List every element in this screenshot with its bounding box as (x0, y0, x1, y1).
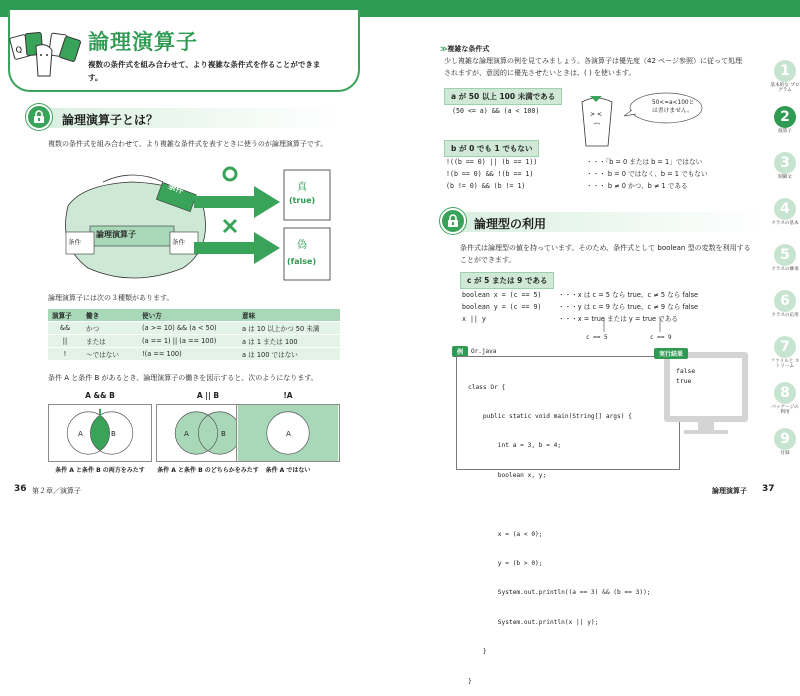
title-desc-line-2: す。 (88, 73, 103, 82)
page-title: 論理演算子 (88, 30, 198, 54)
code-line: } (468, 677, 472, 685)
box3-note: ・・・y は c = 9 なら true、c ≠ 9 なら false (558, 303, 699, 311)
chapter-num: 2 (774, 106, 796, 128)
monitor-base (684, 430, 728, 434)
arrow-left-label: c == 5 (586, 334, 608, 341)
th-function: 働き (82, 309, 138, 322)
chapter-num: 8 (774, 382, 796, 404)
chapter-tab-6[interactable] (770, 290, 800, 330)
code-line: int a = 3, b = 4; (468, 442, 562, 450)
box3-code: boolean y = (c == 9) (462, 303, 542, 311)
box2-line (446, 180, 707, 192)
venn-intro-text: 条件 A と条件 B があるとき、論理演算子の働きを図示すると、次のようになります。 (48, 374, 318, 382)
bubble-line-1: 50<=a<100と (652, 100, 695, 106)
true-card-kanji: 真 (297, 182, 307, 193)
code-line (468, 500, 651, 510)
code-line: System.out.println((a == 3) && (b == 3)); (468, 589, 651, 597)
result-line: false (676, 367, 696, 375)
boolean-text (460, 242, 766, 266)
chapter-label: クラスの継承 (771, 267, 799, 272)
cell-usage: (a == 1) || (a == 100) (138, 335, 238, 348)
chapter-tab-9[interactable] (770, 428, 800, 468)
example-tab-label: 例 (452, 346, 468, 357)
bag-label: 論理演算子 (96, 230, 136, 239)
cell-op: && (48, 322, 82, 335)
box2-label: b が 0 でも 1 でもない (444, 140, 539, 157)
svg-text:Q: Q (14, 44, 24, 56)
chapter-num: 5 (774, 244, 796, 266)
chapter-tab-1[interactable] (770, 60, 800, 100)
box2-code: !(b == 0) && !(b == 1) (446, 170, 534, 178)
character-mascot-icon (574, 86, 620, 150)
box3-line (462, 289, 698, 301)
svg-text:> <: > < (590, 111, 602, 118)
box2-line (446, 156, 707, 168)
false-card-kanji: 偽 (297, 240, 307, 251)
bag-tag-label: 条件 (166, 181, 186, 196)
venn-or-a: A (184, 430, 189, 438)
chapter-label: クラスの基本 (771, 221, 799, 226)
result-tab: 実行結果 (654, 348, 688, 359)
venn-or-caption: 条件 A と条件 B のどちらかをみたす (157, 467, 259, 474)
chapter-tab-5[interactable] (770, 244, 800, 284)
false-card-word: (false) (287, 257, 317, 266)
chapter-label: 付録 (780, 451, 790, 456)
chapter-num: 6 (774, 290, 796, 312)
cell-func: または (82, 335, 138, 348)
title-desc-line-1: 複数の条件式を組み合わせて、より複雑な条件式を作ることができま (88, 60, 321, 69)
venn-and-caption: 条件 A と条件 B の両方をみたす (55, 467, 145, 474)
chapter-tab-7[interactable] (770, 336, 800, 376)
venn-and-a: A (78, 430, 83, 438)
small-card-right: 条件 (172, 238, 185, 246)
cell-usage: (a >= 10) && (a < 50) (138, 322, 238, 335)
table-row (48, 322, 340, 335)
box3-note: ・・・x は c = 5 なら true、c ≠ 5 なら false (558, 291, 699, 299)
code-line: boolean x, y; (468, 471, 547, 479)
chapter-tab-4[interactable] (770, 198, 800, 238)
chapter-label: パッケージの 利用 (771, 405, 799, 416)
complex-heading-text: 複雑な条件式 (447, 45, 490, 53)
th-usage: 使い方 (138, 309, 238, 322)
lock-icon (26, 104, 52, 130)
chapter-tab-2[interactable] (770, 106, 800, 146)
right-footer: 論理演算子 (712, 487, 747, 495)
complex-text (444, 55, 764, 79)
code-line: x = (a < 0); (468, 530, 543, 538)
section-title-logic: 論理演算子とは？ (62, 113, 159, 127)
venn-and-b: B (111, 430, 116, 438)
chapter-label: ファイルと ストリーム (770, 359, 800, 370)
chapter-num: 1 (774, 60, 796, 82)
chapter-tab-8[interactable] (770, 382, 800, 422)
code-line: class Or { (468, 383, 506, 391)
chapter-label: 演算子 (778, 129, 792, 134)
code-line: y = (b > 0); (468, 559, 543, 567)
intro-text: 複数の条件式を組み合わせて、より複雑な条件式を表すときに使うのが論理演算子です。 (48, 140, 328, 148)
table-header-row (48, 309, 340, 322)
complex-text-line-2: されますが、意図的に優先させたいときは、( ) を使います。 (444, 69, 636, 77)
code-block (468, 363, 651, 696)
section-title-boolean: 論理型の利用 (474, 217, 547, 231)
box1-label: a が 50 以上 100 未満である (444, 88, 562, 105)
true-card-word: (true) (289, 196, 316, 205)
box3-note: ・・・x = true または y = true である (558, 315, 678, 323)
cell-op: || (48, 335, 82, 348)
bubble-line-2: は書けません。 (652, 108, 693, 114)
venn-not-a: A (286, 430, 291, 438)
speech-bubble-text (652, 99, 694, 115)
box2-note: ・・・ b = 0 ではなく、b = 1 でもない (586, 170, 708, 178)
venn-and-diagram (48, 404, 152, 462)
th-meaning: 意味 (238, 309, 340, 322)
chapter-label: 制御文 (778, 175, 792, 180)
venn-not-caption: 条件 A ではない (265, 467, 311, 474)
chevron-right-icon: ≫ (440, 45, 448, 53)
box2-note: ・・・「b = 0 または b = 1」ではない (586, 158, 703, 166)
complex-heading (440, 44, 489, 54)
example-filename: Or.java (471, 348, 497, 355)
venn-and-head: A && B (85, 391, 115, 400)
table-row (48, 335, 340, 348)
venn-not-head: !A (283, 391, 293, 400)
chapter-num: 4 (774, 198, 796, 220)
right-page-number: 37 (762, 484, 775, 494)
code-line: System.out.println(x || y); (468, 618, 599, 626)
lock-icon (440, 208, 466, 234)
box3-code: boolean x = (c == 5) (462, 291, 542, 299)
chapter-num: 7 (774, 336, 796, 358)
chapter-label: クラスの応用 (771, 313, 799, 318)
table-row (48, 348, 340, 361)
venn-or-b: B (221, 430, 226, 438)
cell-meaning: a は 100 ではない (238, 348, 340, 361)
chapter-num: 9 (774, 428, 796, 450)
cell-func: ～ではない (82, 348, 138, 361)
box3-code: x || y (462, 315, 486, 323)
cell-meaning: a は 1 または 100 (238, 335, 340, 348)
box2-line (446, 168, 707, 180)
box1-code: (50 <= a) && (a < 100) (452, 107, 540, 115)
venn-or-head: A || B (196, 391, 220, 400)
box2-note: ・・・ b ≠ 0 かつ、b ≠ 1 である (586, 182, 688, 190)
complex-text-line-1: 少し複雑な論理演算の例を見てみましょう。各演算子は優先度（42 ページ参照）に従って処理 (444, 57, 742, 65)
operator-table (48, 309, 340, 360)
result-output (676, 366, 695, 386)
box2-code: !((b == 0) || (b == 1)) (446, 158, 538, 166)
title-description (88, 58, 350, 84)
result-line: true (676, 377, 692, 385)
box3-line (462, 301, 698, 313)
left-footer: 第２章／演算子 (32, 487, 81, 495)
box3-label: c が 5 または 9 である (460, 272, 554, 289)
three-types-text: 論理演算子には次の３種類があります。 (48, 294, 174, 302)
code-line: public static void main(String[] args) { (468, 412, 632, 420)
chapter-num: 3 (774, 152, 796, 174)
small-card-left: 条件 (68, 238, 81, 246)
arrow-right-label: c == 9 (650, 334, 672, 341)
boolean-text-line-1: 条件式は論理型の値を持っています。そのため、条件式として boolean 型の変数を利用する (460, 244, 751, 252)
chapter-tab-3[interactable] (770, 152, 800, 192)
left-page-number: 36 (14, 484, 27, 494)
chapter-label: 基本的な プログラム (770, 83, 800, 94)
box2-code: (b != 0) && (b != 1) (446, 182, 526, 190)
cell-op: ! (48, 348, 82, 361)
cards-illustration-icon (10, 28, 80, 78)
th-operator: 演算子 (48, 309, 82, 322)
cell-usage: !(a == 100) (138, 348, 238, 361)
boolean-text-line-2: ことができます。 (460, 256, 516, 264)
cell-func: かつ (82, 322, 138, 335)
box2-lines (446, 156, 707, 192)
cell-meaning: a は 10 以上かつ 50 未満 (238, 322, 340, 335)
code-line: } (468, 648, 487, 656)
